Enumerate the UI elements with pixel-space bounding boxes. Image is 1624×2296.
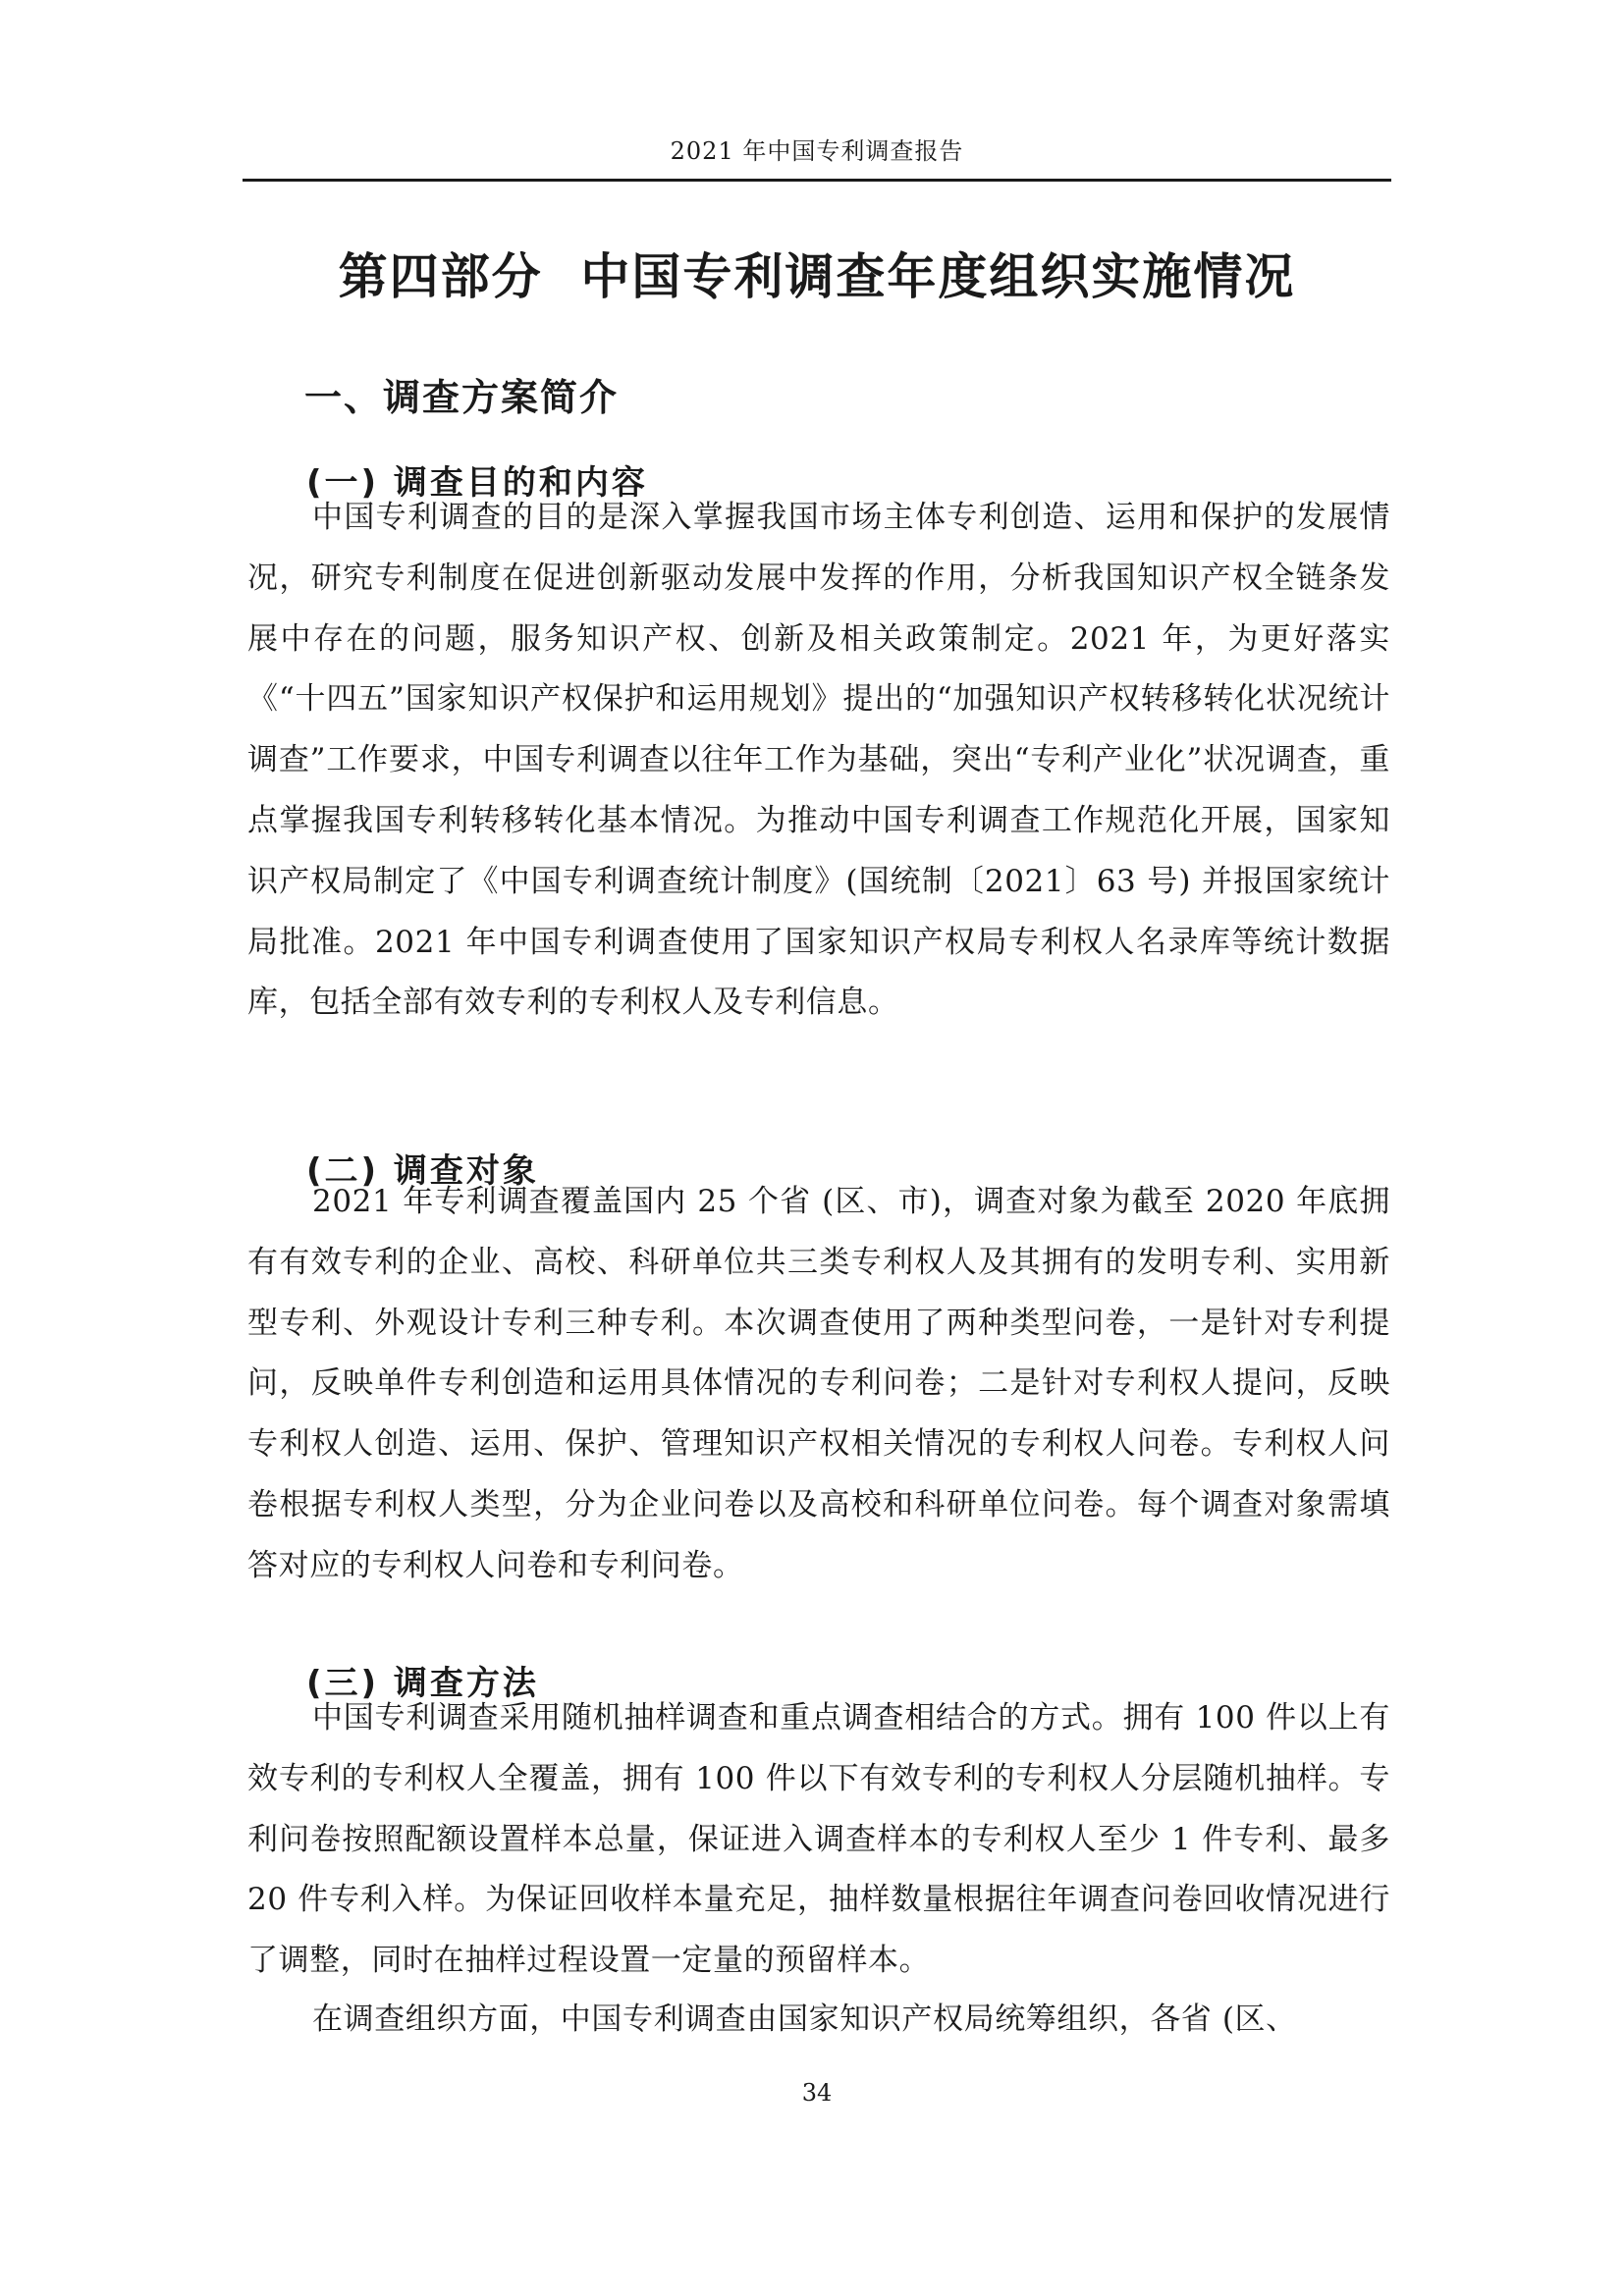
subsection-heading-method: (三) 调查方法 [306,1664,539,1703]
section-heading: 一、调查方案简介 [304,375,620,419]
page-number: 34 [801,2079,833,2107]
part-title: 第四部分 中国专利调查年度组织实施情况 [338,246,1296,305]
paragraph-method: 中国专利调查采用随机抽样调查和重点调查相结合的方式。拥有 100 件以上有效专利的专利权人全覆盖，拥有 100 件以下有效专利的专利权人分层随机抽样。专利问卷按照配额设置样本总量，保证进入调查样本的专利权人至少 1 件专利、最多 20 件专利入样。为保证回收样本量充足，抽样数量根据往年调查问卷回收情况进行了调整，同时在抽样过程设置一定量的预留样本。 [247,1700,1390,1979]
paragraph-subjects: 2021 年专利调查覆盖国内 25 个省 (区、市)，调查对象为截至 2020 年底拥有有效专利的企业、高校、科研单位共三类专利权人及其拥有的发明专利、实用新型专利、外观设计专利三种专利。本次调查使用了两种类型问卷，一是针对专利提问，反映单件专利创造和运用具体情况的专利问卷；二是针对专利权人提问，反映专利权人创造、运用、保护、管理知识产权相关情况的专利权人问卷。专利权人问卷根据专利权人类型，分为企业问卷以及高校和科研单位问卷。每个调查对象需填答对应的专利权人问卷和专利问卷。 [247,1184,1390,1583]
running-header: 2021 年中国专利调查报告 [670,137,964,165]
paragraph-organization: 在调查组织方面，中国专利调查由国家知识产权局统筹组织，各省 (区、 [312,2002,1297,2037]
paragraph-purpose: 中国专利调查的目的是深入掌握我国市场主体专利创造、运用和保护的发展情况，研究专利制度在促进创新驱动发展中发挥的作用，分析我国知识产权全链条发展中存在的问题，服务知识产权、创新及相关政策制定。2021 年，为更好落实《“十四五”国家知识产权保护和运用规划》提出的“加强知识产权转移转化状况统计调查”工作要求，中国专利调查以往年工作为基础，突出“专利产业化”状况调查，重点掌握我国专利转移转化基本情况。为推动中国专利调查工作规范化开展，国家知识产权局制定了《中国专利调查统计制度》(国统制〔2021〕63 号) 并报国家统计局批准。2021 年中国专利调查使用了国家知识产权局专利权人名录库等统计数据库，包括全部有效专利的专利权人及专利信息。 [247,500,1390,1021]
subsection-heading-purpose: (一) 调查目的和内容 [306,463,648,503]
subsection-heading-subjects: (二) 调查对象 [306,1151,539,1191]
header-divider [243,179,1391,182]
